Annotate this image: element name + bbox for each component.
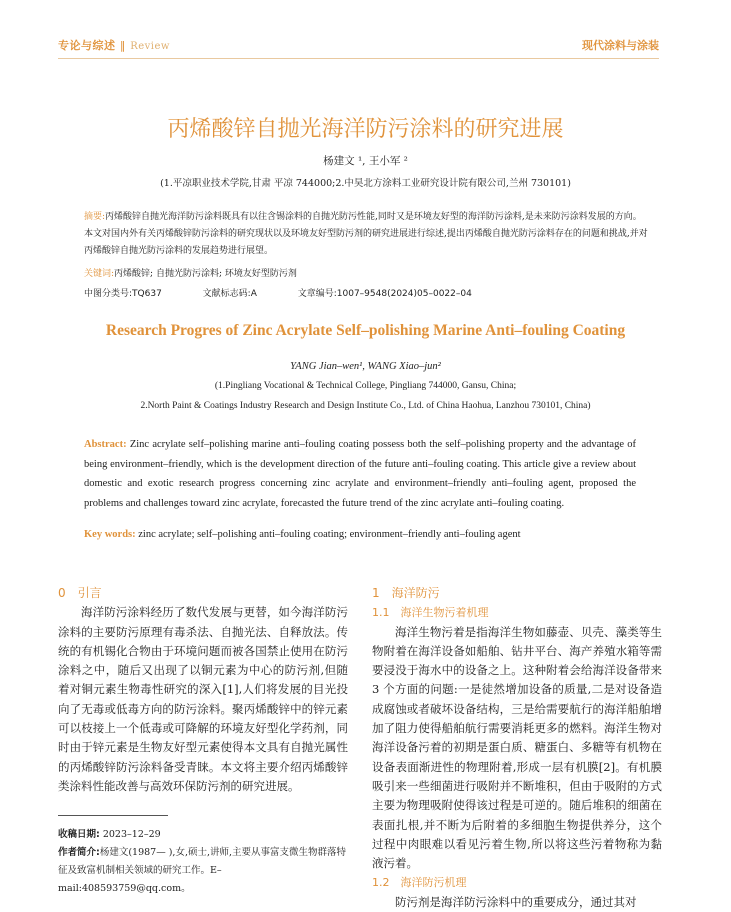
section-1-2-heading: 1.2 海洋防污机理 <box>372 876 467 890</box>
section-1-1-heading: 1.1 海洋生物污着机理 <box>372 606 489 620</box>
affiliations-cn: (1.平凉职业技术学院,甘肃 平凉 744000;2.中昊北方涂料工业研究设计院有限公司,兰州 730101) <box>160 178 571 189</box>
bio-text: 杨建文(1987— ),女,硕士,讲师,主要从事富支微生物群落特征及致富机制相关领域的研究工作。E–mail: <box>58 847 347 894</box>
section-0-heading: 0 引言 <box>58 586 102 600</box>
section-0-body: 海洋防污涂料经历了数代发展与更替，如今海洋防污涂料的主要防污原理有毒杀法、自抛光法、自释放法。传统的有机锡化合物由于环境问题而被各国禁止使用在防污涂料之中，随后又出现了以铜元素为中心的防污剂,但随着对铜元素生物毒性研究的深入[1],人们将发展的目光投向了无毒或低毒方向的防污涂料。聚丙烯酸锌中的锌元素可以枝接上一个低毒或可降解的环境友好型化学药剂，同时由于锌元素是生物友好型元素使得本文具有自抛光属性的丙烯酸锌防污涂料备受青睐。本文将主要介绍丙烯酸锌类涂料性能改善与高效环保防污剂的研究进展。 <box>58 605 348 793</box>
author-bio <box>58 844 348 898</box>
running-header-section <box>58 37 170 53</box>
keywords-en-text: zinc acrylate; self–polishing anti–fouling coating; environment–friendly anti–fouling agent <box>138 529 521 540</box>
bio-email: 408593759@qq.com。 <box>81 883 191 894</box>
section-1-1-body: 海洋生物污着是指海洋生物如藤壶、贝壳、藻类等生物附着在海洋设备如船舶、钻井平台、海产养殖水箱等需要浸没于海水中的设备之上。这种附着会给海洋设备带来 3 个方面的问题:一是徒然增加设备的质量,二是对设备造成腐蚀或者破坏设备结构，三是给需要航行的海洋船舶增加了阻力使得船舶航行需要消耗更多的燃料。海洋生物对海洋设备污着的初期是蛋白质、糖蛋白、多糖等有机物在设备表面渐进性的物理附着,形成一层有机膜[2]。有机膜吸引来一些细菌进行吸附并不断堆积，但由于吸附的方式主要为物理吸附使得该过程是可逆的。随后堆积的细菌在表面扎根,并不断为后附着的多细胞生物提供养分，这个过程中肉眼难以看见污着生物,所以将这些污着物称为黏液污着。 <box>372 624 662 871</box>
abstract-en <box>84 435 636 513</box>
received-date <box>58 826 348 844</box>
received-label: 收稿日期: <box>58 829 100 840</box>
header-separator: ‖ <box>119 39 126 52</box>
article-number: 文章编号:1007–9548(2024)05–0022–04 <box>297 289 472 299</box>
bio-label: 作者简介: <box>58 847 100 858</box>
section-1-2-body: 防污剂是海洋防污涂料中的重要成分，通过其对 <box>395 894 637 909</box>
abstract-cn <box>84 209 649 260</box>
affiliation-en-2: 2.North Paint & Coatings Industry Research and Design Institute Co., Ltd. of China Haohua, Lanzhou 730101, China) <box>140 401 591 411</box>
section-1-heading: 1 海洋防污 <box>372 586 440 600</box>
clc-number: 中图分类号:TQ637 <box>84 289 162 299</box>
keywords-cn <box>84 266 297 279</box>
article-title-en: Research Progres of Zinc Acrylate Self–polishing Marine Anti–fouling Coating <box>105 322 626 339</box>
section-0 <box>58 584 348 796</box>
header-rule <box>58 58 659 59</box>
article-meta-cn <box>84 286 510 299</box>
abstract-en-label: Abstract: <box>84 439 127 450</box>
document-code: 文献标志码:A <box>202 289 257 299</box>
abstract-en-text: Zinc acrylate self–polishing marine anti–fouling coating possess both the self–polishing property and the advantage of being environment–friendly, which is the development direction of the future anti–fouling coating. This article give a review about domestic and exotic research progress concerning zinc acrylate and environment–friendly anti–fouling agent, proposed the problems and challenges toward zinc acrylate, forecasted the future trend of the zinc acrylate anti–fouling coating. <box>84 439 636 509</box>
authors-cn: 杨建文 ¹, 王小军 ² <box>323 155 408 167</box>
section-1 <box>372 584 662 912</box>
header-section-cn: 专论与综述 <box>58 39 116 52</box>
article-title-cn: 丙烯酸锌自抛光海洋防污涂料的研究进展 <box>167 117 564 142</box>
footnotes <box>58 826 348 898</box>
keywords-cn-label: 关键词: <box>84 269 115 279</box>
keywords-en <box>84 529 521 540</box>
header-section-en: Review <box>130 41 170 52</box>
footnote-rule <box>58 815 168 816</box>
keywords-en-label: Key words: <box>84 529 136 540</box>
abstract-cn-text: 丙烯酸锌自抛光海洋防污涂料既具有以往含锡涂料的自抛光防污性能,同时又是环境友好型的海洋防污涂料,是未来防污涂料发展的方向。本文对国内外有关丙烯酸锌防污涂料的研究现状以及环境友好型防污剂的研究进展进行综述,提出丙烯酸自抛光防污涂料存在的问题和挑战,并对丙烯酸锌自抛光防污涂料的发展趋势进行展望。 <box>84 212 648 256</box>
running-header-journal: 现代涂料与涂装 <box>582 39 659 52</box>
authors-en: YANG Jian–wen¹, WANG Xiao–jun² <box>290 361 441 372</box>
abstract-cn-label: 摘要: <box>84 212 106 222</box>
received-value: 2023–12–29 <box>102 829 161 840</box>
affiliation-en-1: (1.Pingliang Vocational & Technical College, Pingliang 744000, Gansu, China; <box>214 381 517 391</box>
keywords-cn-text: 丙烯酸锌; 自抛光防污涂料; 环境友好型防污剂 <box>114 269 297 279</box>
